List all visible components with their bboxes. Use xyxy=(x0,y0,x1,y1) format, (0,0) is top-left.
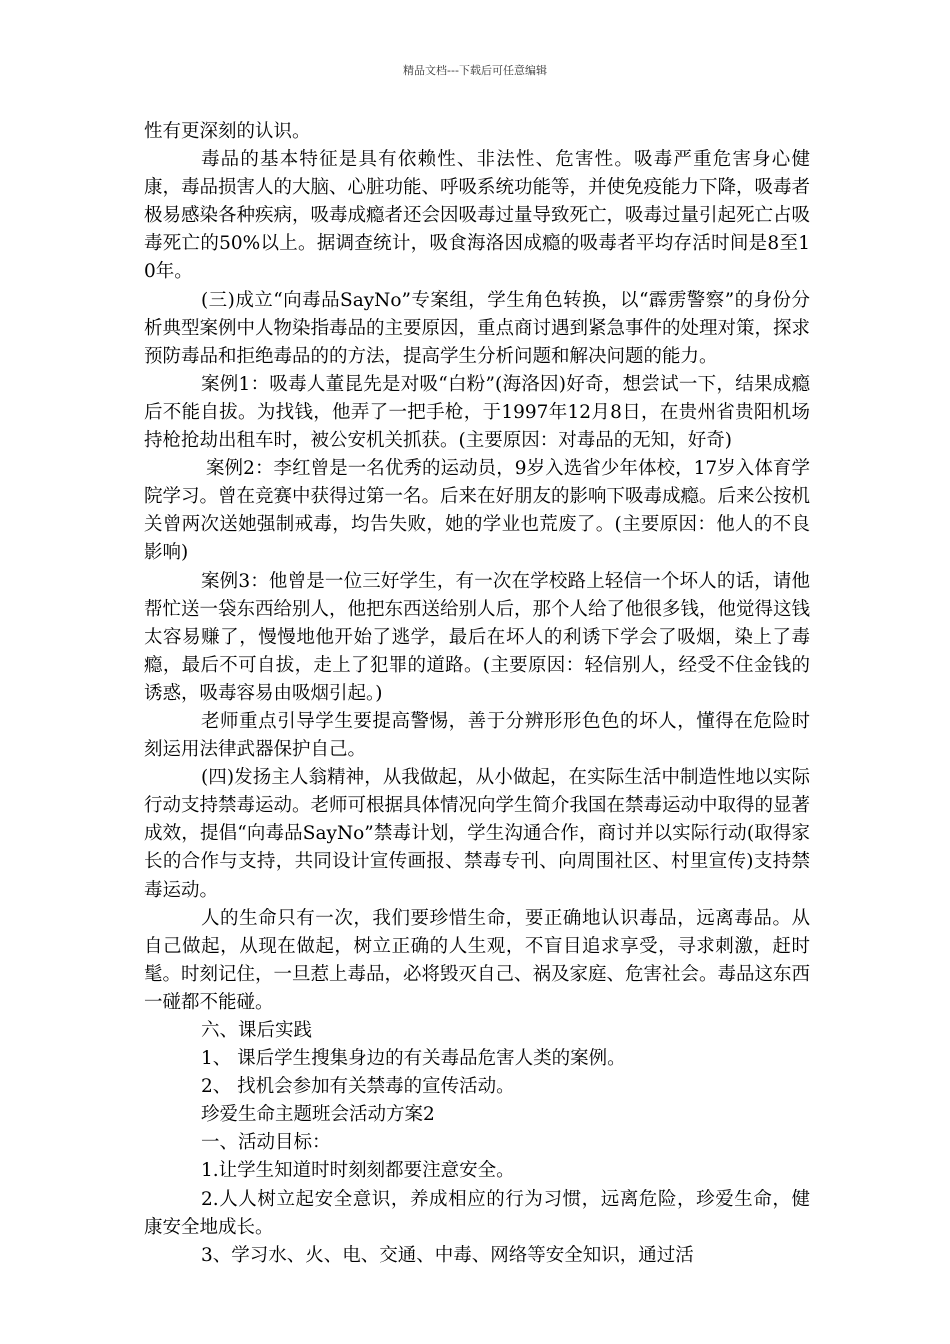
goal-item-3: 3、学习水、火、电、交通、中毒、网络等安全知识，通过活 xyxy=(201,1244,694,1266)
paragraph-cherish-life: 人的生命只有一次，我们要珍惜生命，要正确地认识毒品，远离毒品。从自己做起，从现在做起，树立正确的人生观，不盲目追求享受，寻求刺激，赶时髦。时刻记住，一旦惹上毒品，必将毁灭自己、祸及家庭、危害社会。毒品这东西一碰都不能碰。 xyxy=(144,907,811,1013)
page-header: 精品文档---下载后可任意编辑 xyxy=(403,64,547,77)
paragraph-case-2: 案例2：李红曾是一名优秀的运动员，9岁入选省少年体校，17岁入体育学院学习。曾在竞赛中获得过第一名。后来在好朋友的影响下吸毒成瘾。后来公按机关曾两次送她强制戒毒，均告失败，她的学业也荒废了。(主要原因：他人的不良影响) xyxy=(144,458,811,564)
paragraph-teacher-guidance: 老师重点引导学生要提高警惕，善于分辨形形色色的坏人，懂得在危险时刻运用法律武器保护自己。 xyxy=(144,710,810,761)
heading-after-class-practice: 六、课后实践 xyxy=(201,1020,313,1041)
document-body xyxy=(144,118,810,1270)
heading-plan-2: 珍爱生命主题班会活动方案2 xyxy=(201,1104,435,1126)
goal-item-2: 2.人人树立起安全意识，养成相应的行为习惯，远离危险，珍爱生命，健康安全地成长。 xyxy=(144,1188,810,1238)
heading-activity-goals: 一、活动目标： xyxy=(201,1132,331,1154)
list-item-2: 2、 找机会参加有关禁毒的宣传活动。 xyxy=(201,1076,515,1098)
paragraph-section-three: (三)成立“向毒品SayNo”专案组，学生角色转换，以“霹雳警察”的身份分析典型案例中人物染指毒品的主要原因，重点商讨遇到紧急事件的处理对策，探求预防毒品和拒绝毒品的的方法，提高学生分析问题和解决问题的能力。 xyxy=(144,289,811,367)
paragraph-case-1: 案例1：吸毒人董昆先是对吸“白粉”(海洛因)好奇，想尝试一下，结果成瘾后不能自拔。为找钱，他弄了一把手枪，于1997年12月8日，在贵州省贵阳机场持枪抢劫出租车时，被公安机关抓获。(主要原因：对毒品的无知，好奇) xyxy=(144,373,810,452)
paragraph-continuation: 性有更深刻的认识。 xyxy=(144,121,311,142)
paragraph-drug-characteristics: 毒品的基本特征是具有依赖性、非法性、危害性。吸毒严重危害身心健康，毒品损害人的大脑、心脏功能、呼吸系统功能等，并使免疫能力下降，吸毒者极易感染各种疾病，吸毒成瘾者还会因吸毒过量导致死亡，吸毒过量引起死亡占吸毒死亡的50%以上。据调查统计，吸食海洛因成瘾的吸毒者平均存活时间是8至10年。 xyxy=(144,149,811,283)
paragraph-case-3: 案例3：他曾是一位三好学生，有一次在学校路上轻信一个坏人的话，请他帮忙送一袋东西给别人，他把东西送给别人后，那个人给了他很多钱，他觉得这钱太容易赚了，慢慢地他开始了逃学，最后在坏人的利诱下学会了吸烟，染上了毒瘾，最后不可自拔，走上了犯罪的道路。(主要原因：轻信别人，经受不住金钱的诱惑，吸毒容易由吸烟引起。) xyxy=(144,570,811,704)
list-item-1: 1、 课后学生搜集身边的有关毒品危害人类的案例。 xyxy=(201,1048,626,1070)
paragraph-section-four: (四)发扬主人翁精神，从我做起，从小做起，在实际生活中制造性地以实际行动支持禁毒运动。老师可根据具体情况向学生简介我国在禁毒运动中取得的显著成效，提倡“向毒品SayNo”禁毒计划，学生沟通合作，商讨并以实际行动(取得家长的合作与支持，共同设计宣传画报、禁毒专刊、向周围社区、村里宣传)支持禁毒运动。 xyxy=(144,767,811,901)
goal-item-1: 1.让学生知道时时刻刻都要注意安全。 xyxy=(201,1160,515,1182)
